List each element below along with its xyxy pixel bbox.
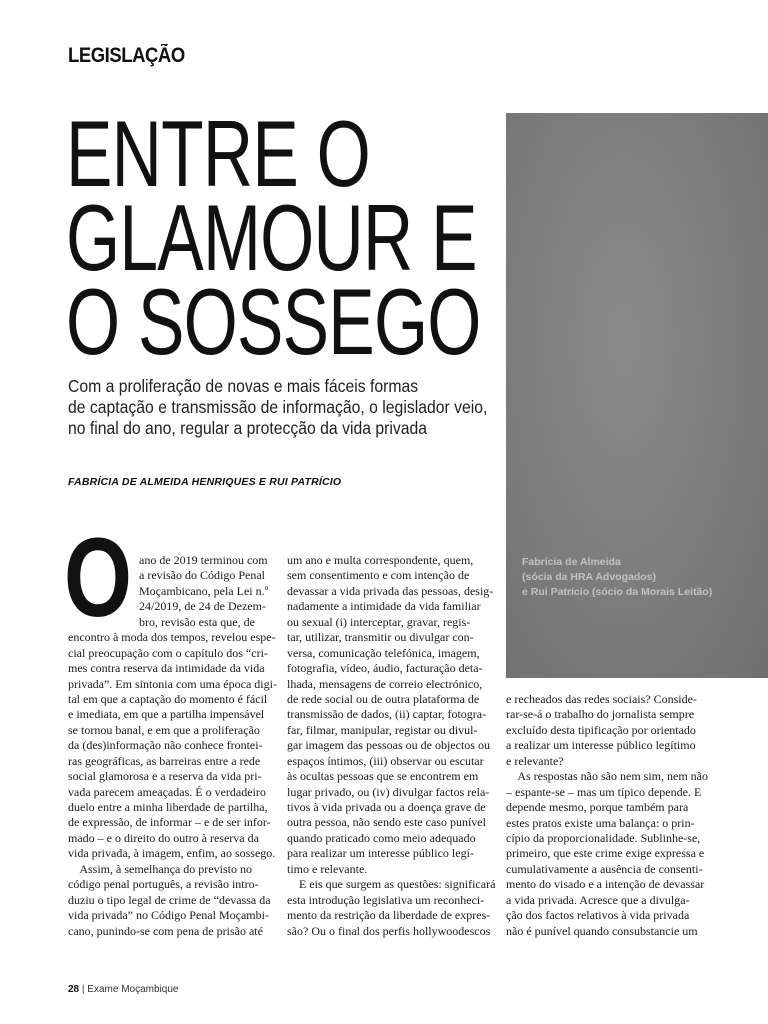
text-line: e imediata, em que a partilha impensável (68, 707, 265, 722)
text-line: mado – e o direito do outro à reserva da (68, 830, 259, 845)
page-number: 28 (68, 984, 80, 995)
headline-line: ENTRE O (66, 101, 371, 206)
text-line: lugar privado, ou (iv) divulgar factos rela- (287, 784, 490, 799)
text-line: – espante-se – mas um típico depende. E (506, 784, 702, 799)
text-line: ção dos factos relativos à vida privada (506, 908, 690, 923)
text-line: esta introdução legislativa um reconheci- (287, 892, 485, 907)
text-line: excluído desta tipificação por orientado (506, 722, 696, 737)
text-line: lhada, mensagens de correio electrónico, (287, 676, 483, 691)
text-line: espaços íntimos, (iii) observar ou escutar (287, 753, 484, 768)
caption-line: e Rui Patrício (sócio da Morais Leitão) (522, 586, 713, 598)
photo-caption (522, 555, 762, 600)
text-line: gar imagem das pessoas ou de objectos ou (287, 738, 490, 753)
text-line: duelo entre a minha liberdade de partilha, (68, 800, 268, 814)
text-line: mento do visado e a intenção de devassar (506, 877, 705, 892)
text-line: E eis que surgem as questões: significará (287, 877, 496, 892)
article-column-1 (68, 553, 277, 939)
publication-name: Exame Moçambique (87, 984, 179, 995)
text-line: As respostas não são nem sim, nem não (506, 769, 708, 784)
text-line: versa, comunicação telefónica, imagem, (287, 645, 480, 660)
text-line: código penal português, a revisão intro- (68, 877, 259, 892)
text-line: às ocultas pessoas que se encontrem em (287, 769, 479, 784)
text-line: sem consentimento e com intenção de (287, 568, 470, 583)
text-line: a realizar um interesse público legítimo (506, 738, 696, 753)
text-line: tivos à vida privada ou a doença grave de (287, 800, 486, 814)
standfirst-line: de captação e transmissão de informação, o legislador veio, (68, 397, 488, 417)
standfirst (68, 376, 491, 439)
text-line: rar-se-á o trabalho do jornalista sempre (506, 707, 695, 722)
text-line: primeiro, que este crime exige expressa e (506, 846, 705, 861)
text-line: mes contra reserva da intimidade da vida (68, 661, 265, 676)
text-line: depende mesmo, porque também para (506, 800, 689, 815)
text-line: tar, utilizar, transmitir ou divulgar con- (287, 630, 474, 645)
headline (66, 101, 481, 374)
drop-cap: O (64, 515, 132, 640)
text-line: social glamorosa e a reserva da vida pri- (68, 769, 262, 784)
text-line: duziu o tipo legal de crime de “devassa da (68, 892, 271, 907)
text-line: Assim, à semelhança do previsto no (68, 861, 252, 876)
text-line: timo e relevante. (287, 861, 368, 876)
text-line: privada”. Em sintonia com uma época digi- (68, 676, 277, 691)
text-line: e relevante? (506, 753, 564, 768)
text-line: transmissão de dados, (ii) captar, fotogra- (287, 707, 487, 722)
text-line: ano de 2019 terminou com (139, 553, 268, 567)
caption-line: Fabrícia de Almeida (522, 556, 621, 568)
text-line: a vida privada. Acresce que a divulga- (506, 892, 690, 907)
text-line: bro, revisão esta que, de (139, 614, 255, 629)
article-column-2 (287, 553, 496, 939)
text-line: estes pratos existe uma balança: o prin- (506, 815, 695, 830)
standfirst-line: Com a proliferação de novas e mais fáceis formas (68, 376, 419, 396)
text-line: encontro à moda dos tempos, revelou espe- (68, 630, 276, 645)
article-column-3 (506, 692, 708, 939)
text-line: mento da restrição da liberdade de expres- (287, 908, 491, 923)
text-line: Moçambicano, pela Lei n.º (139, 583, 269, 598)
text-line: far, filmar, manipular, registar ou divul- (287, 722, 478, 737)
text-line: são? Ou o final dos perfis hollywoodescos (287, 923, 491, 938)
text-line: e recheados das redes sociais? Conside- (506, 692, 697, 706)
text-line: quando praticado como meio adequado (287, 830, 476, 845)
headline-line: O SOSSEGO (66, 269, 481, 374)
text-line: não é punível quando consubstancie um (506, 923, 698, 938)
text-line: cial preocupação com o capítulo dos “cri- (68, 645, 268, 660)
standfirst-line: no final do ano, regular a protecção da vida privada (68, 418, 428, 438)
footer-separator: | (81, 984, 85, 995)
text-line: 24/2019, de 24 de Dezem- (139, 599, 266, 614)
text-line: cano, punindo-se com pena de prisão até (68, 923, 263, 938)
text-line: para realizar um interesse público legí- (287, 846, 474, 861)
page-footer (68, 984, 178, 995)
text-line: vida privada” no Código Penal Moçambi- (68, 908, 269, 923)
text-line: de expressão, de informar – e de ser infor- (68, 815, 271, 830)
text-line: fotografia, vídeo, áudio, facturação deta- (287, 661, 483, 676)
text-line: de rede social ou de outra plataforma de (287, 691, 480, 706)
text-line: vada parecem ameaçadas. É o verdadeiro (68, 784, 266, 799)
headline-line: GLAMOUR E (66, 185, 477, 290)
caption-line: (sócia da HRA Advogados) (522, 571, 656, 583)
text-line: devassar a vida privada das pessoas, desig- (287, 583, 494, 598)
byline: FABRÍCIA DE ALMEIDA HENRIQUES E RUI PATRÍCIO (68, 476, 342, 488)
text-line: cumulativamente a ausência de consenti- (506, 861, 703, 876)
text-line: tal em que a captação do momento é fácil (68, 691, 268, 706)
text-line: cípio da proporcionalidade. Sublinhe-se, (506, 830, 701, 845)
text-line: a revisão do Código Penal (139, 568, 265, 583)
text-line: se tornou banal, e em que a proliferação (68, 722, 260, 737)
text-line: ou sexual (i) interceptar, gravar, regis- (287, 614, 471, 629)
section-label: LEGISLAÇÃO (68, 44, 185, 67)
text-line: vida privada, à imagem, enfim, ao sossego. (68, 846, 276, 861)
text-line: um ano e multa correspondente, quem, (287, 553, 474, 567)
text-line: ras geográficas, as barreiras entre a rede (68, 753, 261, 768)
text-line: outra pessoa, não sendo este caso punível (287, 815, 486, 830)
text-line: da (des)informação não conhece frontei- (68, 738, 263, 753)
text-line: nadamente a intimidade da vida familiar (287, 599, 481, 614)
